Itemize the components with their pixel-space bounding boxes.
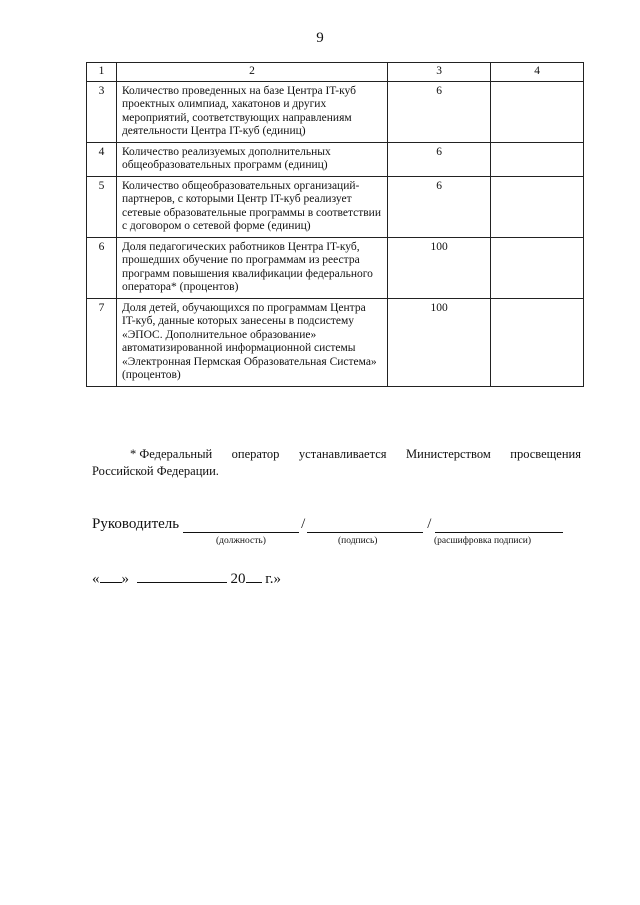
- signature-field[interactable]: [307, 517, 423, 533]
- header-col-3: 3: [388, 63, 491, 82]
- table-row: [87, 81, 584, 142]
- day-field[interactable]: [100, 567, 122, 583]
- header-col-2: 2: [116, 63, 387, 82]
- date-line: [92, 567, 281, 588]
- header-col-1: 1: [87, 63, 117, 82]
- row-number: 3: [87, 81, 117, 142]
- date-close-quote: »: [121, 571, 129, 587]
- footnote-word: * Федеральный: [130, 447, 213, 461]
- table-header-row: [87, 63, 584, 82]
- signature-label: Руководитель: [92, 516, 180, 532]
- table-row: [87, 176, 584, 237]
- row-extra: [491, 176, 584, 237]
- footnote-line-2: Российской Федерации.: [92, 464, 219, 478]
- row-indicator: Количество реализуемых дополнительных общеобразовательных программ (единиц): [116, 142, 387, 176]
- footnote: [92, 446, 581, 480]
- footnote-word: Министерством: [406, 447, 491, 461]
- signature-block: [92, 516, 572, 550]
- separator: /: [301, 516, 306, 532]
- caption-decode: (расшифровка подписи): [434, 536, 531, 546]
- indicators-table: [86, 62, 584, 387]
- year-field[interactable]: [246, 567, 262, 583]
- row-indicator: Количество проведенных на базе Центра IT-куб проектных олимпиад, хакатонов и других мероприятий, соответствующих направлениям деятельности Центра IT-куб (единиц): [116, 81, 387, 142]
- row-value: 6: [388, 81, 491, 142]
- table-row: [87, 142, 584, 176]
- row-extra: [491, 237, 584, 298]
- row-indicator: Доля детей, обучающихся по программам Центра IT-куб, данные которых занесены в подсистему «ЭПОС. Дополнительное образование» автоматизированной информационной системы «Электронная Пермская Образовательная Система» (процентов): [116, 298, 387, 386]
- footnote-word: просвещения: [510, 447, 581, 461]
- row-extra: [491, 81, 584, 142]
- row-indicator: Доля педагогических работников Центра IT-куб, прошедших обучение по программам из реестра программ повышения квалификации федерального оператора* (процентов): [116, 237, 387, 298]
- row-value: 100: [388, 237, 491, 298]
- date-open-quote: «: [92, 571, 100, 587]
- row-number: 7: [87, 298, 117, 386]
- row-value: 6: [388, 142, 491, 176]
- year-prefix: 20: [230, 571, 246, 587]
- footnote-line-1: [92, 446, 581, 463]
- caption-position: (должность): [216, 536, 266, 546]
- row-number: 6: [87, 237, 117, 298]
- year-suffix: г.»: [265, 571, 281, 587]
- row-number: 5: [87, 176, 117, 237]
- row-extra: [491, 142, 584, 176]
- month-field[interactable]: [137, 567, 227, 583]
- row-value: 6: [388, 176, 491, 237]
- position-field[interactable]: [183, 517, 299, 533]
- table-row: [87, 237, 584, 298]
- header-col-4: 4: [491, 63, 584, 82]
- row-extra: [491, 298, 584, 386]
- signature-decode-field[interactable]: [435, 517, 563, 533]
- row-value: 100: [388, 298, 491, 386]
- row-number: 4: [87, 142, 117, 176]
- table-row: [87, 298, 584, 386]
- caption-signature: (подпись): [338, 536, 378, 546]
- footnote-word: оператор: [231, 447, 280, 461]
- footnote-word: устанавливается: [298, 447, 387, 461]
- row-indicator: Количество общеобразовательных организаций-партнеров, с которыми Центр IT-куб реализует сетевые образовательные программы в соответствии с договором о сетевой форме (единиц): [116, 176, 387, 237]
- separator: /: [427, 516, 432, 532]
- page-number: 9: [316, 30, 324, 46]
